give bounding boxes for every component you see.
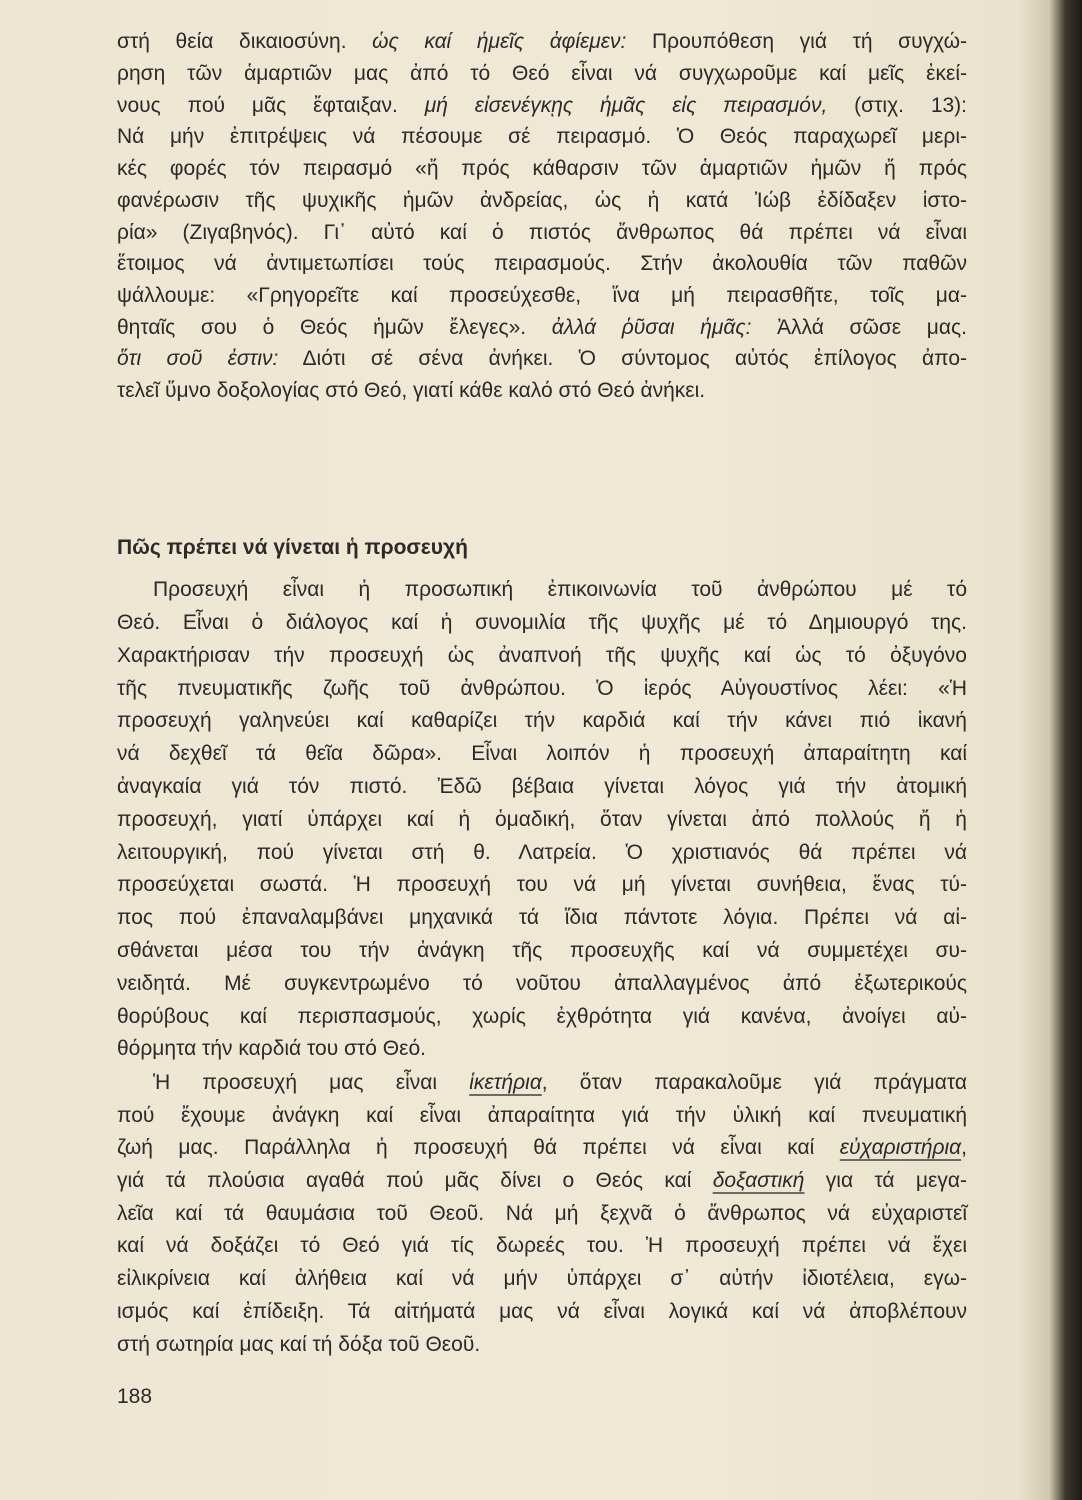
text-run: ρηση τῶν ἁμαρτιῶν μας ἀπό τό Θεό εἶναι νά συγχωροῦμε καί μεῖς ἐκεί- <box>117 62 967 85</box>
text-run: λεῖα καί τά θαυμάσια τοῦ Θεοῦ. Νά μή ξεχνᾶ ὁ ἄνθρωπος νά εὐχαριστεῖ <box>117 1202 967 1225</box>
text-line <box>117 1233 967 1259</box>
text-run: θορύβους καί περισπασμούς, χωρίς ἐχθρότητα γιά κανένα, ἀνοίγει αὐ- <box>117 1005 967 1028</box>
text-run: προσευχή γαληνεύει καί καθαρίζει τήν καρδιά καί τήν κάνει πιό ἱκανή <box>117 709 967 732</box>
text-line <box>117 807 967 833</box>
text-run: τελεῖ ὕμνο δοξολογίας στό Θεό, γιατί κάθε καλό στό Θεό ἀνήκει. <box>117 379 706 402</box>
text-line <box>117 971 967 997</box>
text-line <box>117 774 967 800</box>
italic-quote: ὡς καί ἡμεῖς ἀφίεμεν: <box>372 30 627 53</box>
text-run: πος πού ἐπαναλαμβάνει μηχανικά τά ἴδια πάντοτε λόγια. Πρέπει νά αἰ- <box>117 906 967 929</box>
text-line <box>117 1266 967 1292</box>
text-line <box>117 676 967 702</box>
text-line <box>117 1332 967 1358</box>
text-line <box>117 938 967 964</box>
text-line <box>117 1004 967 1030</box>
underlined-emphasis: ἱκετήρια <box>469 1071 542 1094</box>
text-run: καί νά δοξάζει τό Θεό γιά τίς δωρεές του. Ἡ προσευχή πρέπει νά ἔχει <box>117 1234 967 1257</box>
text-run: (στιχ. 13): <box>827 94 967 117</box>
text-line <box>117 1036 967 1062</box>
text-line <box>117 124 967 150</box>
text-line <box>117 872 967 898</box>
text-run: , ὅταν παρακαλοῦμε γιά πράγματα <box>541 1071 967 1094</box>
text-run: θηταῖς σου ὁ Θεός ἡμῶν ἔλεγες». <box>117 316 552 339</box>
text-line <box>117 220 967 246</box>
page-number: 188 <box>117 1385 153 1408</box>
text-run: γιά τά πλούσια αγαθά πού μᾶς δίνει ο Θεός καί <box>117 1169 713 1192</box>
text-run: προσευχή, γιατί ὑπάρχει καί ἡ ὁμαδική, ὅταν γίνεται ἀπό πολλούς ἤ ἡ <box>117 808 967 831</box>
text-run: Προυπόθεση γιά τή συγχώ- <box>626 30 967 53</box>
text-run: σθάνεται μέσα του τήν ἀνάγκη τῆς προσευχῆς καί νά συμμετέχει συ- <box>117 939 967 962</box>
text-run: εἰλικρίνεια καί ἀλήθεια καί νά μήν ὑπάρχει σ᾽ αὐτήν ἰδιοτέλεια, εγω- <box>117 1267 967 1290</box>
text-run: Διότι σέ σένα ἀνήκει. Ὁ σύντομος αὐτός ἐπίλογος ἀπο- <box>278 347 967 370</box>
text-run: τῆς πνευματικῆς ζωῆς τοῦ ἀνθρώπου. Ὁ ἱερός Αὐγουστίνος λέει: «Ἡ <box>117 677 967 700</box>
underlined-emphasis: εὐχαριστήρια <box>839 1136 962 1159</box>
text-run: φανέρωσιν τῆς ψυχικῆς ἡμῶν ἀνδρείας, ὡς ἡ κατά Ἰώβ ἐδίδαξεν ἱστο- <box>117 189 967 212</box>
text-line <box>117 1103 967 1129</box>
text-run: πού ἔχουμε ἀνάγκη καί εἶναι ἀπαραίτητα γιά τήν ὑλική καί πνευματική <box>117 1104 967 1127</box>
text-line <box>117 378 967 404</box>
text-line <box>117 93 967 119</box>
text-run: ἀναγκαία γιά τόν πιστό. Ἐδῶ βέβαια γίνεται λόγος γιά τήν ἀτομική <box>117 775 967 798</box>
text-run: νειδητά. Μέ συγκεντρωμένο τό νοῦτου ἀπαλλαγμένος ἀπό ἐξωτερικούς <box>117 972 967 995</box>
text-run: , <box>961 1136 967 1159</box>
text-run: ψάλλουμε: «Γρηγορεῖτε καί προσεύχεσθε, ἵνα μή πειρασθῆτε, τοῖς μα- <box>117 284 967 307</box>
text-run: ζωή μας. Παράλληλα ἡ προσευχή θά πρέπει νά εἶναι καί <box>117 1136 840 1159</box>
text-line <box>117 283 967 309</box>
text-run: Ἀλλά σῶσε μας. <box>751 316 967 339</box>
text-run: προσεύχεται σωστά. Ἡ προσευχή του νά μή γίνεται συνήθεια, ἕνας τύ- <box>117 873 967 896</box>
italic-quote: μή εἰσενέγκῃς ἡμᾶς εἰς πειρασμόν, <box>424 94 828 117</box>
text-line <box>117 905 967 931</box>
text-line <box>117 741 967 767</box>
text-run: Προσευχή εἶναι ἡ προσωπική ἐπικοινωνία τοῦ ἀνθρώπου μέ τό <box>153 578 967 601</box>
text-run: ρία» (Ζιγαβηνός). Γι᾽ αὐτό καί ὁ πιστός ἄνθρωπος θά πρέπει νά εἶναι <box>117 221 967 244</box>
text-line <box>117 1168 967 1194</box>
text-run: Χαρακτήρισαν τήν προσευχή ὡς ἀναπνοή τῆς ψυχῆς καί ὡς τό ὀξυγόνο <box>117 644 967 667</box>
text-run: λειτουργική, πού γίνεται στή θ. Λατρεία. Ὁ χριστιανός θά πρέπει νά <box>117 841 967 864</box>
text-line <box>117 156 967 182</box>
text-line <box>117 1299 967 1325</box>
text-run: ἕτοιμος νά ἀντιμετωπίσει τούς πειρασμούς. Στήν ἀκολουθία τῶν παθῶν <box>117 252 967 275</box>
text-run: νους πού μᾶς ἔφταιξαν. <box>117 94 425 117</box>
text-line <box>117 188 967 214</box>
italic-quote: ἀλλά ῥῦσαι ἡμᾶς: <box>551 316 752 339</box>
text-run: για τά μεγα- <box>804 1169 967 1192</box>
text-run: θόρμητα τήν καρδιά του στό Θεό. <box>117 1037 427 1060</box>
section-heading: Πῶς πρέπει νά γίνεται ἡ προσευχή <box>117 536 468 559</box>
text-line <box>117 315 967 341</box>
text-run: ισμός καί ἐπίδειξη. Τά αἰτήματά μας νά εἶναι λογικά καί νά ἀποβλέπουν <box>117 1300 967 1323</box>
text-line <box>117 251 967 277</box>
italic-quote: ὅτι σοῦ ἐστιν: <box>117 347 279 370</box>
text-line <box>117 1201 967 1227</box>
text-run: Νά μήν ἐπιτρέψεις νά πέσουμε σέ πειρασμό. Ὁ Θεός παραχωρεῖ μερι- <box>117 125 967 148</box>
text-line <box>117 708 967 734</box>
text-line <box>117 29 967 55</box>
text-line <box>117 643 967 669</box>
text-run: κές φορές τόν πειρασμό «ἤ πρός κάθαρσιν τῶν ἁμαρτιῶν ἡμῶν ἤ πρός <box>117 157 967 180</box>
text-line <box>117 346 967 372</box>
text-run: νά δεχθεῖ τά θεῖα δῶρα». Εἶναι λοιπόν ἡ προσευχή ἀπαραίτητη καί <box>117 742 967 765</box>
text-line <box>117 1135 967 1161</box>
underlined-emphasis: δοξαστική <box>712 1169 805 1192</box>
text-run: στή θεία δικαιοσύνη. <box>117 30 373 53</box>
text-line <box>117 840 967 866</box>
text-line <box>117 1070 967 1096</box>
text-run: στή σωτηρία μας καί τή δόξα τοῦ Θεοῦ. <box>117 1333 481 1356</box>
text-line <box>117 610 967 636</box>
text-run: Ἡ προσευχή μας εἶναι <box>153 1071 470 1094</box>
text-line <box>117 577 967 603</box>
text-run: Θεό. Εἶναι ὁ διάλογος καί ἡ συνομιλία τῆς ψυχῆς μέ τό Δημιουργό της. <box>117 611 967 634</box>
text-line <box>117 61 967 87</box>
